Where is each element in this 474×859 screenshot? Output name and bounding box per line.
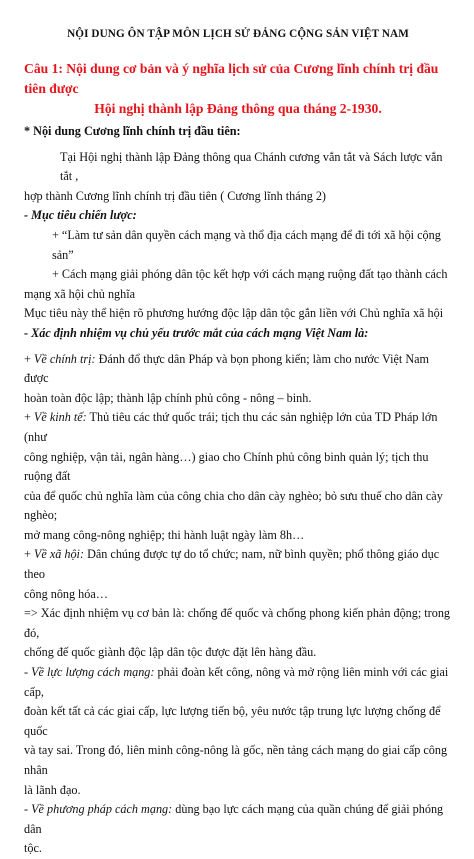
intro-line-1: Tại Hội nghị thành lập Đảng thông qua Chánh cương vắn tắt và Sách lược vắn tắt ,: [60, 149, 443, 184]
question-line-2: Hội nghị thành lập Đảng thông qua tháng 2-1930.: [94, 101, 382, 116]
forces-text: phải đoàn kết công, nông và mở rộng liên minh với các giai cấp,: [24, 665, 449, 699]
task-economy-line-1: + Về kinh tế: Thủ tiêu các thứ quốc trái; tịch thu các sản nghiệp lớn của TD Pháp lớn (như: [24, 410, 438, 444]
task-society-text: Dân chúng được tự do tổ chức; nam, nữ bình quyền; phổ thông giáo dục theo: [24, 547, 440, 582]
task-politics-text: Đánh đổ thực dân Pháp và bọn phong kiến; làm cho nước Việt Nam được: [24, 351, 430, 386]
forces-label: - Về lực lượng cách mạng:: [24, 665, 155, 680]
task-economy-line-4: mở mang công-nông nghiệp; thi hành luật ngày làm 8h…: [24, 527, 305, 542]
goals-summary: Mục tiêu này thể hiện rõ phương hướng độc lập dân tộc gắn liền với Chủ nghĩa xã hội: [24, 306, 444, 321]
task-economy-line-3: của để quốc chủ nghĩa làm của công chia cho dân cày nghèo; bỏ sưu thuế cho dân cày nghèo;: [24, 488, 443, 523]
task-society-label: Về xã hội:: [33, 547, 85, 562]
goals-heading: - Mục tiêu chiến lược:: [24, 208, 137, 223]
section-heading-content: * Nội dung Cương lĩnh chính trị đầu tiên:: [24, 124, 241, 138]
task-politics-line-2: hoàn toàn độc lập; thành lập chính phủ công - nông – binh.: [24, 390, 312, 405]
forces-line-2: đoàn kết tất cả các giai cấp, lực lượng tiến bộ, yêu nước tập trung lực lượng chống để quốc: [24, 704, 441, 738]
goal-item-2-line-1: + Cách mạng giải phóng dân tộc kết hợp với cách mạng ruộng đất tạo thành cách: [52, 267, 448, 282]
intro-line-2: hợp thành Cương lĩnh chính trị đầu tiên ( Cương lĩnh tháng 2): [24, 188, 326, 203]
task-politics-label: Về chính trị:: [33, 351, 96, 366]
task-society-line-1: + Về xã hội: Dân chúng được tự do tổ chức; nam, nữ bình quyền; phổ thông giáo dục theo: [24, 547, 440, 582]
goal-item-2-line-2: mạng xã hội chủ nghĩa: [24, 286, 136, 301]
tasks-heading: - Xác định nhiệm vụ chủ yếu trước mắt của cách mạng Việt Nam là:: [24, 325, 369, 340]
forces-line-4: là lãnh đạo.: [24, 782, 81, 797]
methods-line-2: tộc.: [24, 841, 42, 856]
methods-line-1: [24, 800, 452, 839]
task-society-line-2: công nông hóa…: [24, 586, 108, 601]
methods-text: dùng bạo lực cách mạng của quần chúng để giải phóng dân: [24, 802, 444, 836]
question-heading: [24, 59, 452, 119]
task-economy-line-2: công nghiệp, vận tải, ngân hàng…) giao cho Chính phủ công binh quản lý; tịch thu ruộng đất: [24, 449, 429, 484]
task-economy-label: Về kinh tế:: [33, 410, 87, 425]
task-economy-text: Thủ tiêu các thứ quốc trái; tịch thu các sản nghiệp lớn của TD Pháp lớn (như: [24, 410, 438, 444]
tasks-conclusion-line-2: chống đế quốc giành độc lập dân tộc được đặt lên hàng đầu.: [24, 645, 317, 660]
tasks-conclusion-line-1: => Xác định nhiệm vụ cơ bản là: chống đế quốc và chống phong kiến phản động; trong đó,: [24, 606, 451, 640]
goal-item-1: + “Làm tư sản dân quyền cách mạng và thổ địa cách mạng để đi tới xã hội cộng sản”: [52, 227, 441, 262]
question-line-1: Câu 1: Nội dung cơ bản và ý nghĩa lịch sử của Cương lĩnh chính trị đầu tiên được: [24, 61, 439, 96]
forces-line-3: và tay sai. Trong đó, liên minh công-nông là gốc, nền tảng cách mạng do giai cấp công nhân: [24, 743, 448, 777]
methods-label: - Về phương pháp cách mạng:: [24, 802, 173, 817]
task-politics-line-1: + Về chính trị: Đánh đổ thực dân Pháp và bọn phong kiến; làm cho nước Việt Nam được: [24, 351, 430, 386]
document-title: NỘI DUNG ÔN TẬP MÔN LỊCH SỬ ĐẢNG CỘNG SẢN VIỆT NAM: [67, 28, 409, 40]
